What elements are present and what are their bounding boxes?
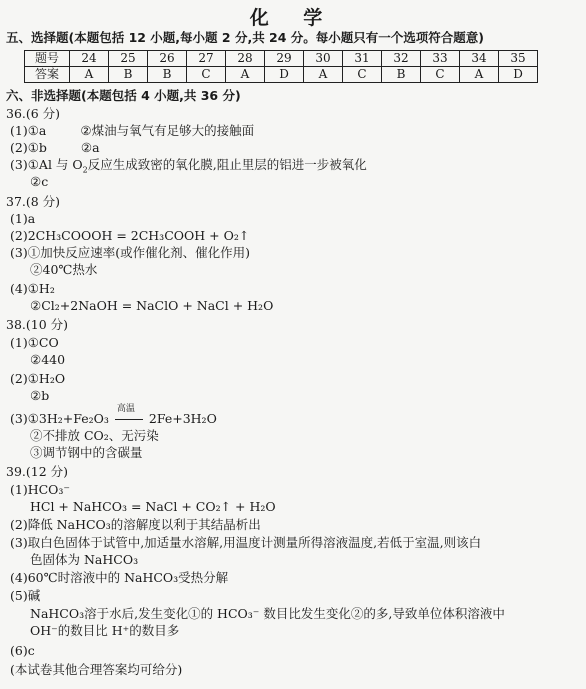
page-title: 化 学 xyxy=(249,7,337,29)
reaction-arrow-line xyxy=(115,419,143,420)
question-number: 26 xyxy=(148,51,187,67)
answer-cell: C xyxy=(421,67,460,83)
q37-part2: (2)2CH₃COOOH = 2CH₃COOH + O₂↑ xyxy=(10,228,250,243)
q39-part4: (4)60℃时溶液中的 NaHCO₃受热分解 xyxy=(10,570,229,585)
table-row-answers xyxy=(25,67,538,83)
q38-part1-b: ②440 xyxy=(30,352,66,367)
q36-3-b: 反应生成致密的氧化膜,阻止里层的铝进一步被氧化 xyxy=(87,157,367,172)
q39-part5-b: NaHCO₃溶于水后,发生变化①的 HCO₃⁻ 数目比发生变化②的多,导致单位体积溶液中 xyxy=(30,606,505,621)
answer-cell: D xyxy=(265,67,304,83)
table-row-numbers xyxy=(25,51,538,67)
q38-part2: (2)①H₂O xyxy=(10,371,66,386)
question-number: 30 xyxy=(304,51,343,67)
q37-part1: (1)a xyxy=(10,211,36,226)
section5-heading: 五、选择题(本题包括 12 小题,每小题 2 分,共 24 分。每小题只有一个选项符合题意) xyxy=(6,30,485,45)
q39-part5-c: OH⁻的数目比 H⁺的数目多 xyxy=(30,623,180,638)
q39-heading: 39.(12 分) xyxy=(6,464,69,479)
q39-part1-b: HCl + NaHCO₃ = NaCl + CO₂↑ + H₂O xyxy=(30,499,276,514)
q36-heading: 36.(6 分) xyxy=(6,106,61,121)
q37-part4-b: ②Cl₂+2NaOH = NaClO + NaCl + H₂O xyxy=(30,298,274,313)
question-number: 31 xyxy=(343,51,382,67)
question-number: 24 xyxy=(70,51,109,67)
condition-label: 高温 xyxy=(116,404,135,414)
q38-heading: 38.(10 分) xyxy=(6,317,69,332)
row-label-answer: 答案 xyxy=(25,67,70,83)
reaction-condition xyxy=(115,404,143,427)
footnote: (本试卷其他合理答案均可给分) xyxy=(10,662,183,677)
answer-cell: D xyxy=(499,67,538,83)
q39-part1: (1)HCO₃⁻ xyxy=(10,482,71,497)
q39-part6: (6)c xyxy=(10,643,35,658)
question-number: 28 xyxy=(226,51,265,67)
q36-3-a: (3)①Al 与 O xyxy=(10,157,83,172)
answer-cell: B xyxy=(382,67,421,83)
answer-table xyxy=(24,50,538,83)
q36-1-b: ②煤油与氧气有足够大的接触面 xyxy=(80,123,255,138)
q38-part3-b: ②不排放 CO₂、无污染 xyxy=(30,428,159,443)
q36-2-b: ②a xyxy=(80,140,100,155)
q36-2-a: (2)①b xyxy=(10,140,47,155)
q36-part1 xyxy=(10,123,254,139)
answer-cell: A xyxy=(70,67,109,83)
q38-3-reactants: (3)①3H₂+Fe₂O₃ xyxy=(10,411,109,426)
q36-3-sub: 2 xyxy=(82,165,88,175)
answer-cell: A xyxy=(226,67,265,83)
question-number: 27 xyxy=(187,51,226,67)
q37-part3-b: ②40℃热水 xyxy=(30,262,98,277)
q39-part2: (2)降低 NaHCO₃的溶解度以利于其结晶析出 xyxy=(10,517,261,532)
q37-part4: (4)①H₂ xyxy=(10,281,55,296)
answer-cell: B xyxy=(148,67,187,83)
q37-heading: 37.(8 分) xyxy=(6,194,61,209)
q38-part1: (1)①CO xyxy=(10,335,59,350)
q38-3-products: 2Fe+3H₂O xyxy=(148,411,217,426)
question-number: 33 xyxy=(421,51,460,67)
q36-part3 xyxy=(10,157,367,179)
question-number: 35 xyxy=(499,51,538,67)
question-number: 29 xyxy=(265,51,304,67)
row-label-number: 题号 xyxy=(25,51,70,67)
q39-part3: (3)取白色固体于试管中,加适量水溶解,用温度计测量所得溶液温度,若低于室温,则该白 xyxy=(10,535,482,550)
q38-part2-b: ②b xyxy=(30,388,50,403)
answer-cell: B xyxy=(109,67,148,83)
section6-heading: 六、非选择题(本题包括 4 小题,共 36 分) xyxy=(6,88,241,103)
answer-cell: C xyxy=(343,67,382,83)
q38-part3-c: ③调节钢中的含碳量 xyxy=(30,445,143,460)
q37-part3: (3)①加快反应速率(或作催化剂、催化作用) xyxy=(10,245,250,260)
answer-cell: C xyxy=(187,67,226,83)
question-number: 32 xyxy=(382,51,421,67)
q39-part5: (5)碱 xyxy=(10,588,41,603)
answer-cell: A xyxy=(460,67,499,83)
q36-3-c: ②c xyxy=(30,174,49,189)
q39-part3-b: 色固体为 NaHCO₃ xyxy=(30,552,139,567)
q36-part2 xyxy=(10,140,100,156)
question-number: 25 xyxy=(109,51,148,67)
answer-cell: A xyxy=(304,67,343,83)
question-number: 34 xyxy=(460,51,499,67)
q36-1-a: (1)①a xyxy=(10,123,47,138)
q38-part3 xyxy=(10,404,217,427)
